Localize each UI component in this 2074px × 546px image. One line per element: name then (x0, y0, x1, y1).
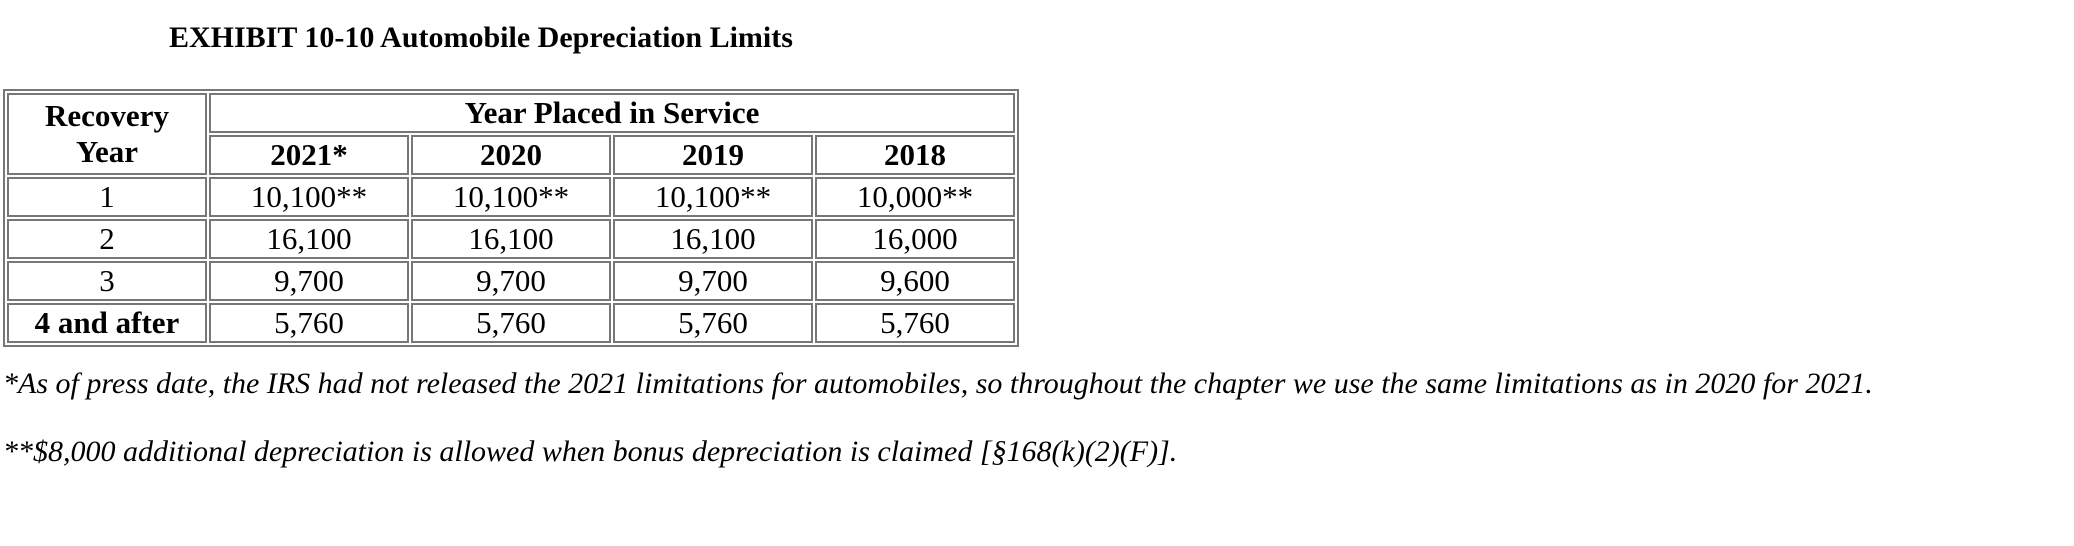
recovery-year-header (7, 93, 207, 175)
depreciation-limits-table (3, 89, 1019, 347)
depreciation-table-container (3, 89, 1019, 347)
year-header-2018: 2018 (815, 135, 1015, 175)
limit-cell: 16,100 (411, 219, 611, 259)
limit-cell: 10,100** (209, 177, 409, 217)
limit-cell: 9,700 (613, 261, 813, 301)
limit-cell: 10,100** (613, 177, 813, 217)
recovery-year-cell: 3 (7, 261, 207, 301)
footnote-bonus-depreciation: **$8,000 additional depreciation is allowed when bonus depreciation is claimed [§168(k)(2)(F)]. (3, 435, 1178, 468)
table-row (7, 219, 1015, 259)
limit-cell: 9,700 (411, 261, 611, 301)
limit-cell: 16,000 (815, 219, 1015, 259)
table-header-row (7, 93, 1015, 133)
table-row (7, 177, 1015, 217)
limit-cell: 16,100 (613, 219, 813, 259)
recovery-header-line-2: Year (76, 134, 138, 169)
year-header-2021: 2021* (209, 135, 409, 175)
limit-cell: 9,600 (815, 261, 1015, 301)
recovery-year-cell: 1 (7, 177, 207, 217)
exhibit-title: EXHIBIT 10-10 Automobile Depreciation Limits (169, 21, 793, 54)
table-row (7, 303, 1015, 343)
recovery-header-line-1: Recovery (45, 98, 169, 133)
year-placed-in-service-header: Year Placed in Service (209, 93, 1015, 133)
footnote-2021-limitations: *As of press date, the IRS had not released the 2021 limitations for automobiles, so throughout the chapter we use the same limitations as in 2020 for 2021. (3, 367, 1873, 400)
limit-cell: 10,100** (411, 177, 611, 217)
limit-cell: 5,760 (815, 303, 1015, 343)
recovery-year-cell: 4 and after (7, 303, 207, 343)
limit-cell: 10,000** (815, 177, 1015, 217)
limit-cell: 9,700 (209, 261, 409, 301)
limit-cell: 16,100 (209, 219, 409, 259)
limit-cell: 5,760 (411, 303, 611, 343)
year-header-2019: 2019 (613, 135, 813, 175)
recovery-year-cell: 2 (7, 219, 207, 259)
table-row (7, 261, 1015, 301)
year-header-2020: 2020 (411, 135, 611, 175)
limit-cell: 5,760 (613, 303, 813, 343)
limit-cell: 5,760 (209, 303, 409, 343)
